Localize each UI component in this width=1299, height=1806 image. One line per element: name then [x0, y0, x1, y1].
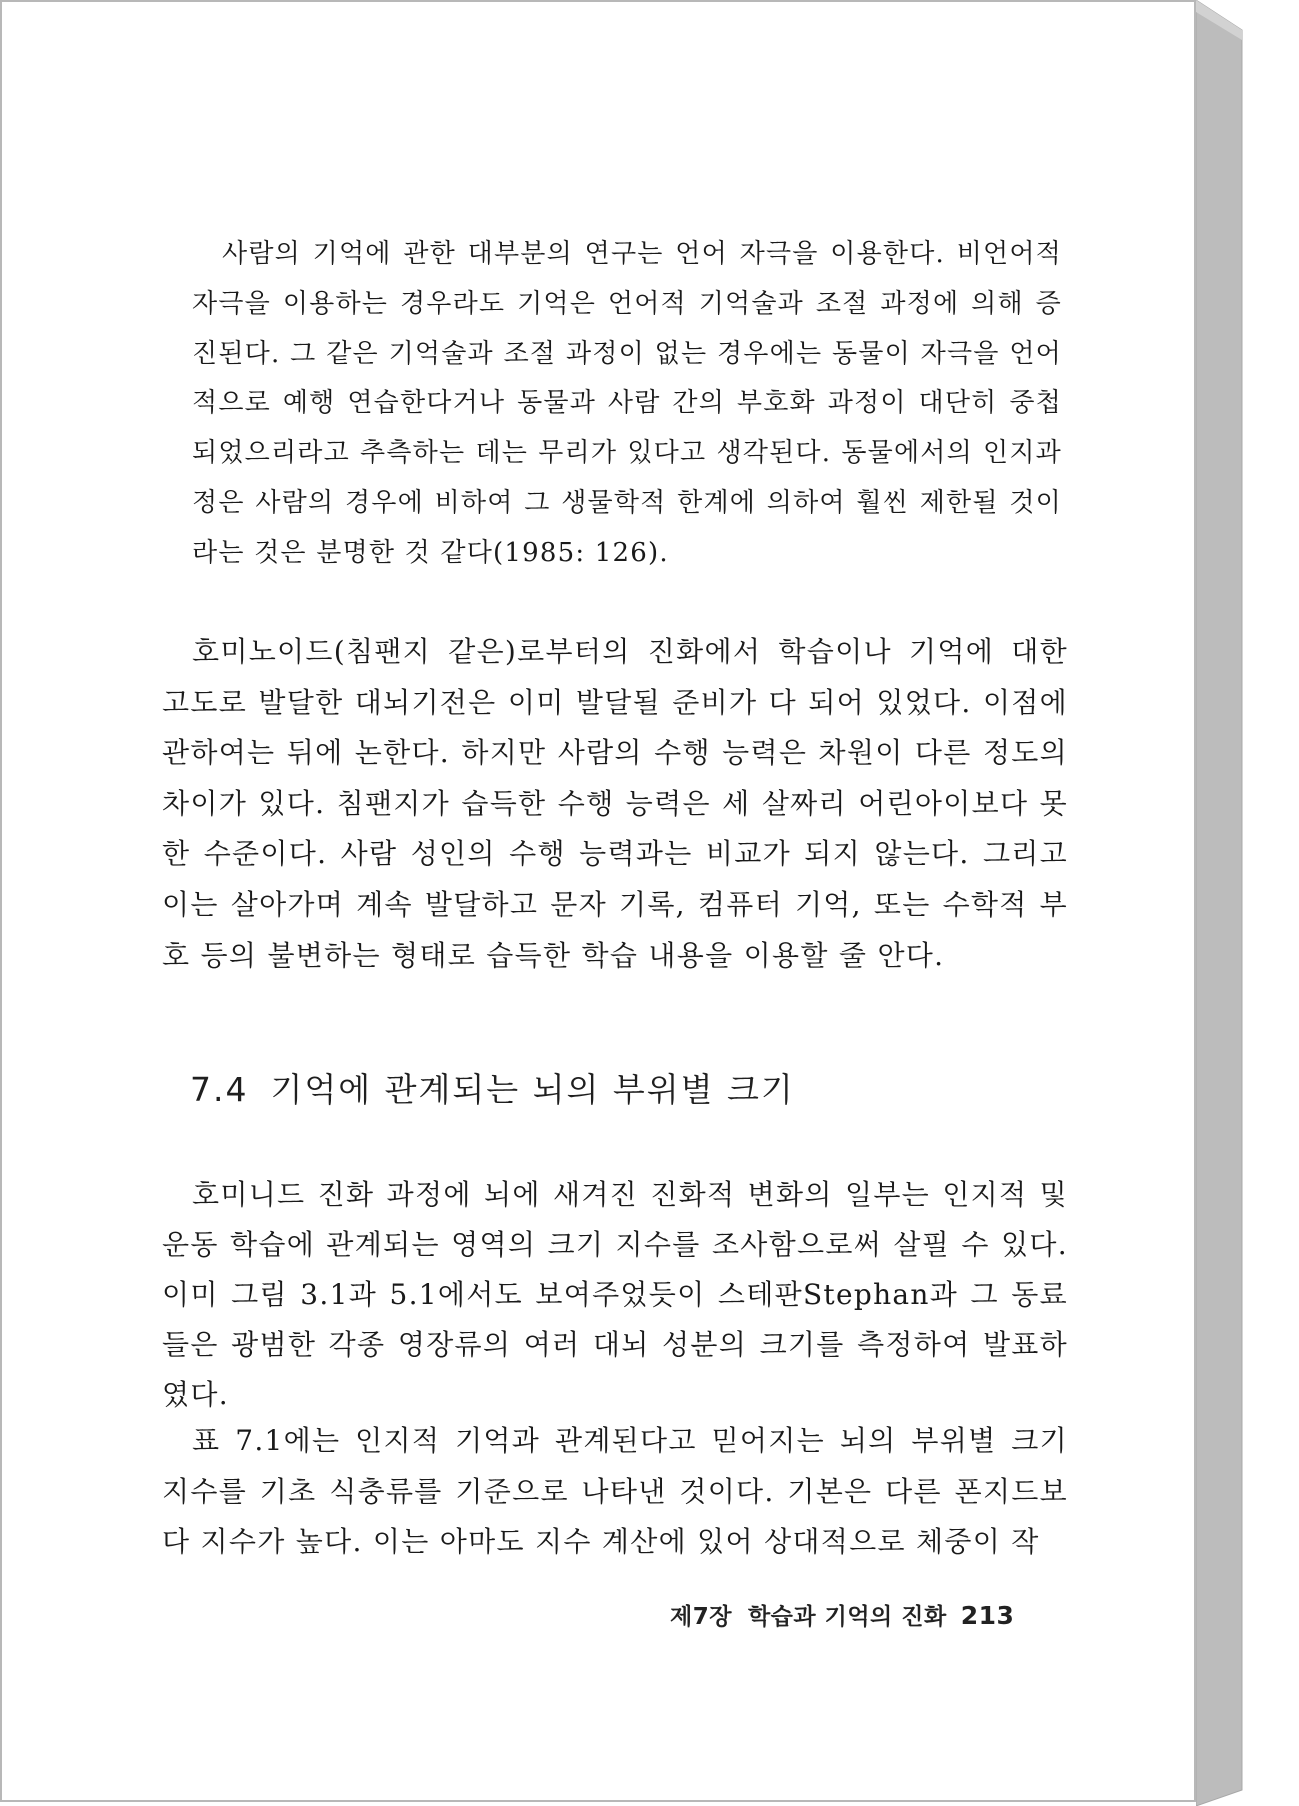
section-title: 기억에 관계되는 뇌의 부위별 크기: [270, 1070, 795, 1109]
paragraph-hominoid: 호미노이드(침팬지 같은)로부터의 진화에서 학습이나 기억에 대한 고도로 발달한 대뇌기전은 이미 발달될 준비가 다 되어 있었다. 이점에 관하여는 뒤에 논한다. 하지만 사람의 수행 능력은 차원이 다른 정도의 차이가 있다. 침팬지가 습득한 수행 능력은 세 살짜리 어린아이보다 못한 수준이다. 사람 성인의 수행 능력과는 비교가 되지 않는다. 그리고 이는 살아가며 계속 발달하고 문자 기록, 컴퓨터 기억, 또는 수학적 부호 등의 불변하는 형태로 습득한 학습 내용을 이용할 줄 안다.: [162, 635, 1068, 972]
footer-title: 학습과 기억의 진화: [747, 1604, 947, 1630]
page-footer: [670, 1598, 1014, 1631]
book-edge: [1196, 0, 1246, 1806]
section-number: 7.4: [190, 1070, 249, 1109]
page-number: 213: [960, 1601, 1015, 1630]
paragraph-table: 표 7.1에는 인지적 기억과 관계된다고 믿어지는 뇌의 부위별 크기 지수를 기초 식충류를 기준으로 나타낸 것이다. 기본은 다른 폰지드보다 지수가 높다. 이는 아마도 지수 계산에 있어 상대적으로 체중이 작: [162, 1424, 1068, 1559]
footer-chapter: 제7장: [670, 1604, 732, 1630]
paragraph-hominid: 호미니드 진화 과정에 뇌에 새겨진 진화적 변화의 일부는 인지적 및 운동 학습에 관계되는 영역의 크기 지수를 조사함으로써 살필 수 있다. 이미 그림 3.1과 5.1에서도 보여주었듯이 스테판Stephan과 그 동료들은 광범한 각종 영장류의 여러 대뇌 성분의 크기를 측정하여 발표하였다.: [162, 1178, 1068, 1411]
book-edge-shape: [1196, 0, 1246, 1806]
section-heading: [190, 1064, 795, 1111]
block-quote: 사람의 기억에 관한 대부분의 연구는 언어 자극을 이용한다. 비언어적 자극을 이용하는 경우라도 기억은 언어적 기억술과 조절 과정에 의해 증진된다. 그 같은 기억술과 조절 과정이 없는 경우에는 동물이 자극을 언어적으로 예행 연습한다거나 동물과 사람 간의 부호화 과정이 대단히 중첩되었으리라고 추측하는 데는 무리가 있다고 생각된다. 동물에서의 인지과정은 사람의 경우에 비하여 그 생물학적 한계에 의하여 훨씬 제한될 것이라는 것은 분명한 것 같다(1985: 126).: [192, 239, 1062, 568]
